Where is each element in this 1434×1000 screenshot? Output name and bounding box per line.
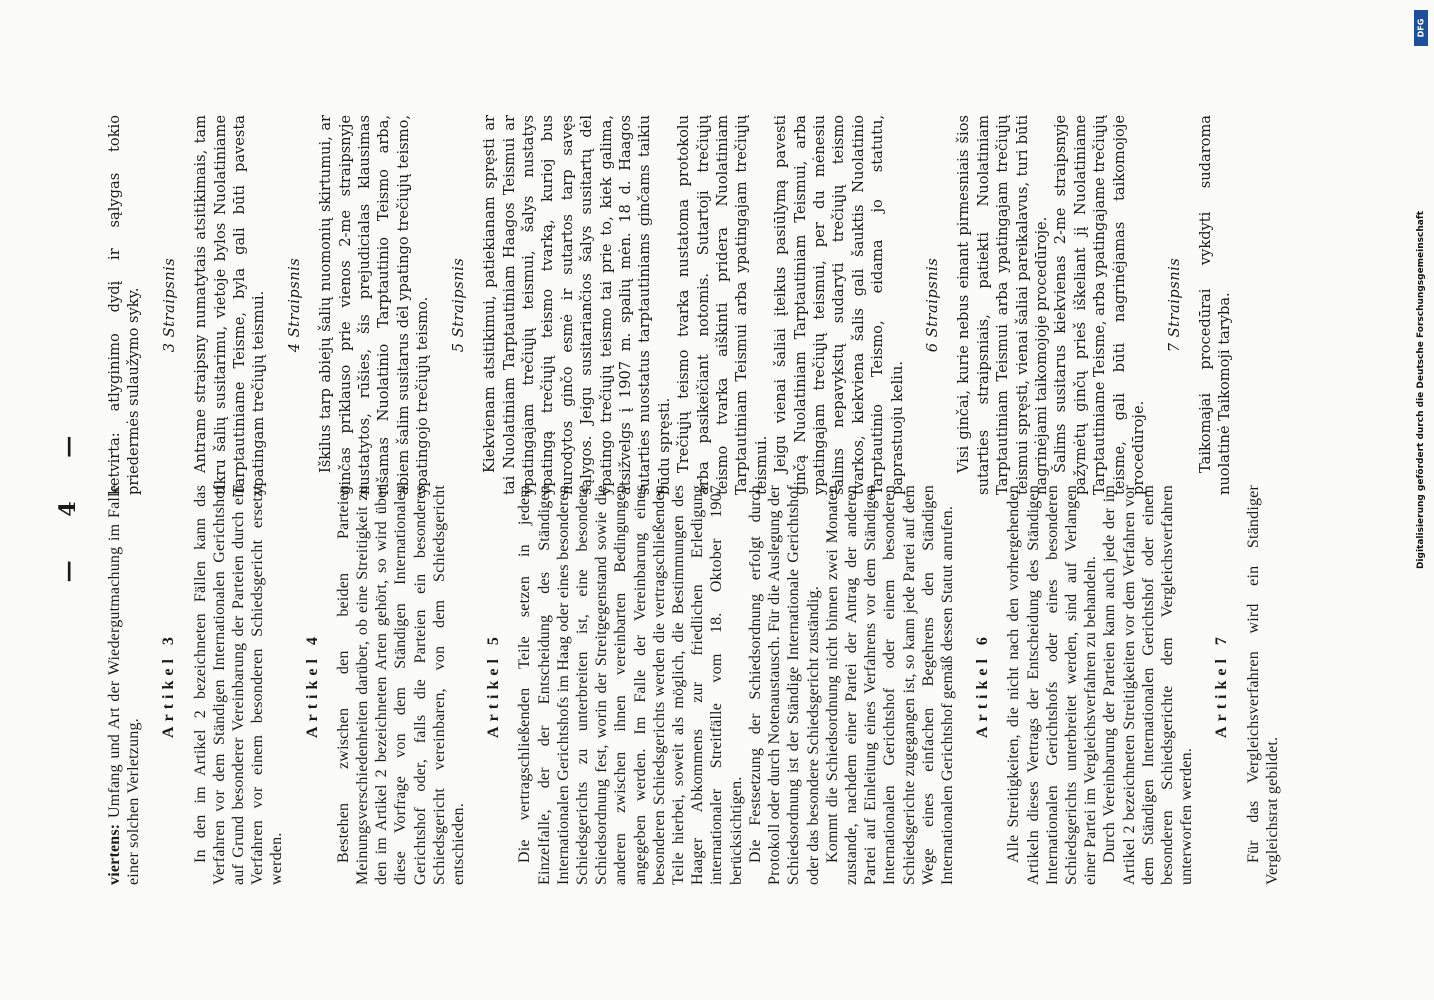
lithuanian-article-6-heading: 6 Straipsnis [924,257,942,353]
dfg-logo-icon [1414,10,1428,46]
german-article-3-paragraph: In den im Artikel 2 bezeichneten Fällen kann das Verfahren vor dem Ständigen Internationalen Gerichtshof auf Grund besonderer Vereinbarung der Parteien durch ein Verfahren vor einem besonderen Schiedsgericht ersetzt werden. [191,485,286,885]
page-number: — 4 — [55,417,81,583]
lithuanian-column [105,115,1235,495]
german-intro [105,485,143,885]
lithuanian-article-5-heading: 5 Straipsnis [449,257,467,353]
german-article-4-paragraph: Bestehen zwischen den beiden Parteien Meinungsverschiedenheiten darüber, ob eine Streitigkeit zu den im Artikel 2 bezeichneten Arten gehört, so wird über diese Vorfrage von dem Ständigen Internationalen Gerichtshof oder, falls die Parteien ein besonderes Schiedsgericht vereinbaren, von dem Schiedsgericht entschieden. [334,485,468,885]
german-intro-label: viertens: [106,823,123,885]
german-article-6-paragraph-2: Durch Vereinbarung der Parteien kann auch jede der im Artikel 2 bezeichneten Streitigkeiten vor dem Verfahren vor dem Ständigen Internationalen Gerichtshof oder einem besonderen Schiedsgerichte dem Vergleichsverfahren unterworfen werden. [1101,485,1196,885]
lithuanian-article-5-paragraph-3: Jeigu vienai šaliai įteikus pasiūlymą pavesti ginčą Nuolatiniam Tarptautiniam Teismui, arba ypatingajam trečiųjų teismui, per du mėnesiu šalims nepavykstų sudaryti trečiųjų teismo tvarkos, kiekviena šalis gali šauktis Nuolatinio Tarptautinio Teismo, eidama jo statutu, paprastuoju keliu. [772,115,906,495]
lithuanian-intro-text: atlyginimo dydį ir sąlygas tokio priedermės sulaužymo syky. [106,115,143,495]
lithuanian-article-6-paragraph-1: Visi ginčai, kurie nebus einant pirmesniais šios sutarties straipsniais, patiekti Nuolatiniam Tarptautiniam Teismui arba ypatingajam trečiųjų teismui spręsti, vienai šaliai pareikalavus, turi būti nagrinėjami taikomojoje procedūroje. [955,115,1051,495]
lithuanian-article-3-heading: 3 Straipsnis [160,257,178,353]
german-article-5-paragraph-3: Kommt die Schiedsordnung nicht binnen zwei Monaten zustande, nachdem einer Partei der Antrag der anderen Partei auf Einleitung eines Verfahrens vor dem Ständigen Internationalen Gerichtshof oder einem besonderen Schiedsgerichte zugegangen ist, so kann jede Partei auf dem Wege eines einfachen Begehrens den Ständigen Internationalen Gerichtshof gemäß dessen Statut anrufen. [823,485,956,885]
german-article-6-heading: Artikel 6 [974,632,992,738]
german-article-6-paragraph-1: Alle Streitigkeiten, die nicht nach den vorhergehenden Artikeln dieses Vertrags der Entscheidung des Ständigen Internationalen Gerichtshofs oder eines besonderen Schiedsgerichts unterbreitet werden, sind auf Verlangen einer Partei im Vergleichsverfahren zu behandeln. [1005,485,1100,885]
german-article-7-paragraph: Für das Vergleichsverfahren wird ein Ständiger Vergleichsrat gebildet. [1244,485,1281,885]
lithuanian-intro [105,115,144,495]
german-article-5-heading: Artikel 5 [485,632,503,738]
lithuanian-article-4-heading: 4 Straipsnis [285,257,303,353]
lithuanian-article-6-paragraph-2: Šalims susitarus kiekvienas 2-me straipsnyje pažymėtų ginčų prieš iškeliant jį Nuolatiniame Tarptautiniame Teisme, arba ypatingajame trečiųjų teisme, gali būti nagrinėjamas taikomojoje procedūroje. [1052,115,1148,495]
lithuanian-article-5-paragraph-2: Trečiųjų teismo tvarka nustatoma protokolu arba pasikeičiant notomis. Sutartoji trečiųjų teismo tvarka aiškinti pridera Nuolatiniam Tarptautiniam Teismui arba ypatingajam trečiųjų teismui. [675,115,770,495]
lithuanian-intro-label: ketvirta: [106,432,123,495]
german-article-7-heading: Artikel 7 [1213,632,1231,738]
lithuanian-article-3-paragraph: Antrame straipsny numatytais atsitikimais, tam tikru šalių susitarimu, vietoje bylos Nuolatiniame Tarptautiniame Teisme, byla gali būti pavesta ypatingam trečiųjų teismui. [192,115,268,495]
german-article-4-heading: Artikel 4 [303,632,321,738]
digitization-credit: Digitalisierung gefördert durch die Deutsche Forschungsgemeinschaft [1416,210,1426,570]
german-article-5-paragraph-2: Die Festsetzung der Schiedsordnung erfolgt durch Protokoll oder durch Notenaustausch. Für die Auslegung der Schiedsordnung ist der Ständige Internationale Gerichtshof oder das besondere Schiedsgericht zuständig. [746,485,822,885]
lithuanian-article-7-heading: 7 Straipsnis [1165,257,1183,353]
german-column [105,485,1282,885]
german-article-5-paragraph-1: Die vertragschließenden Teile setzen in jedem Einzelfalle, der der Entscheidung des Ständigen Internationalen Gerichtshofs im Haag oder eines besonderen Schiedsgerichts zu unterbreiten ist, eine besondere Schiedsordnung fest, worin der Streitgegenstand sowie die anderen zwischen ihnen vereinbarten Bedingungen angegeben werden. Im Falle der Vereinbarung eines besonderen Schiedsgerichts werden die vertragschließenden Teile hierbei, soweit als möglich, die Bestimmungen des Haager Abkommens zur friedlichen Erledigung internationaler Streitfälle vom 18. Oktober 1907 berücksichtigen. [516,485,745,885]
lithuanian-article-7-paragraph: Taikomajai procedūrai vykdyti sudaroma nuolatinė Taikomoji taryba. [1196,115,1234,495]
german-article-3-heading: Artikel 3 [160,632,178,738]
lithuanian-article-4-paragraph: Iškilus tarp abiejų šalių nuomonių skirtumui, ar ginčas priklauso prie vienos 2-me straipsnyje nustatytos, rūšies, šis prejudicialas klausimas rišamas Nuolatinio Tarptautinio Teismo arba, abiem šalim susitarus dėl ypatingo trečiųjų teismo, ypatingojo trečiųjų teismo. [317,115,432,495]
german-intro-text: Umfang und Art der Wiedergutmachung im Falle einer solchen Verletzung. [106,485,143,885]
lithuanian-article-5-paragraph-1: Kiekvienam atsitikimui, patiekianam spręsti ar tai Nuolatiniam Tarptautiniam Haagos Teismui ar ypatingajam trečiųjų teismui, šalys nustatys ypatingą trečiųjų teismo tvarką, kurioj bus nurodytos ginčo esmė ir sutartos tarp savęs sąlygos. Jeigu susitariančios šalys susitartų dėl ypatingo trečiųjų teismo tai prie to, kiek galima, atsižvelgs į 1907 m. spalių mėn. 18 d. Haagos sutarties nuostatus tarptautiniams ginčams taikiu būdu spręsti. [481,115,673,495]
dfg-logo-text: DFG [1416,18,1426,38]
